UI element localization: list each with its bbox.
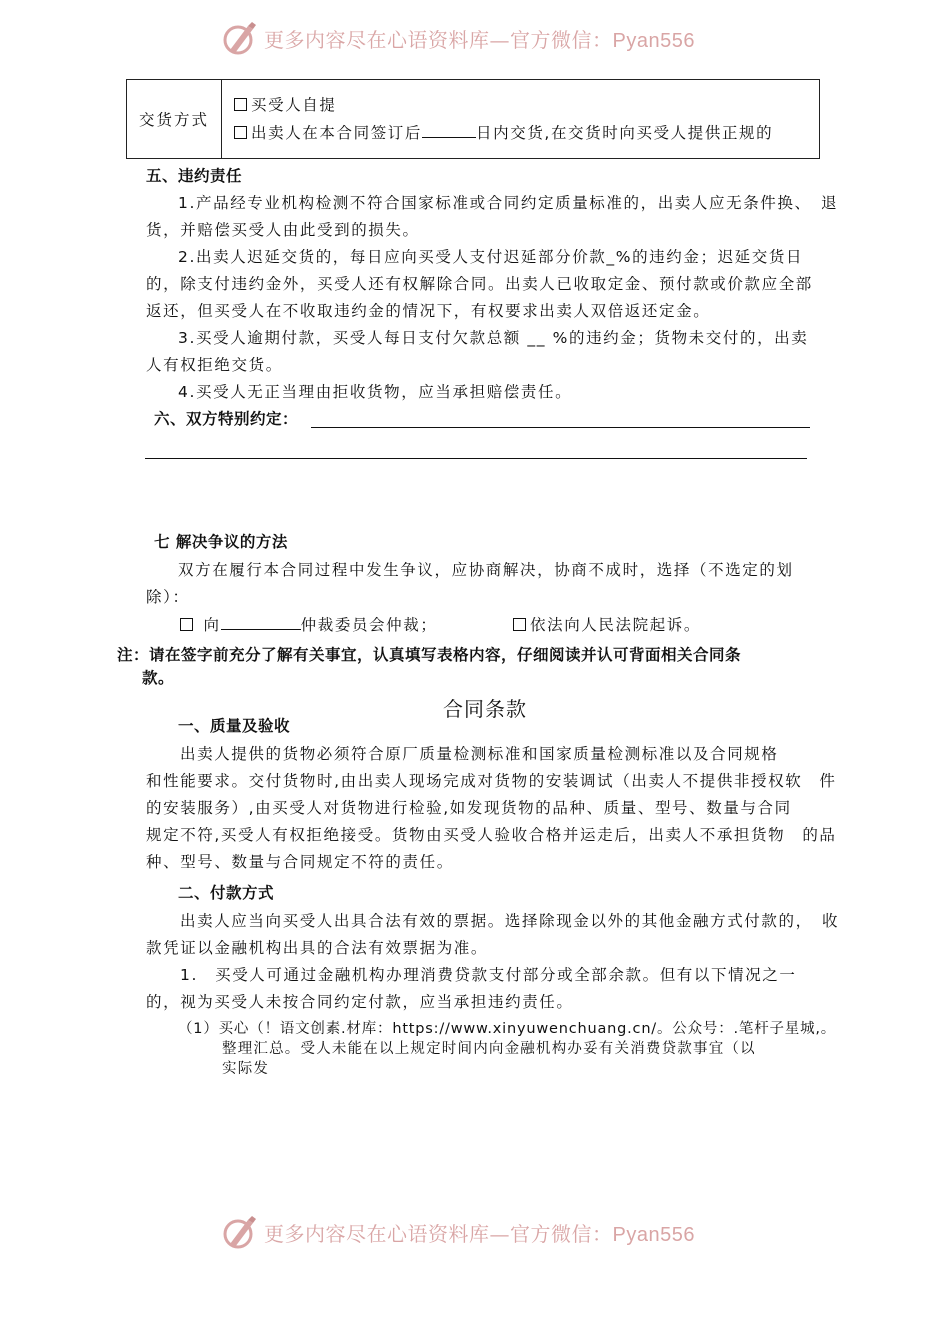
quality-line: 出卖人提供的货物必须符合原厂质量检测标准和国家质量检测标准以及合同规格 — [180, 745, 779, 763]
s5-line: 2.出卖人迟延交货的，每日应向买受人支付迟延部分价款_%的违约金；迟延交货日 — [178, 248, 804, 266]
payment-line: 款凭证以金融机构出具的合法有效票据为准。 — [146, 939, 489, 957]
note-line: 款。 — [142, 669, 175, 687]
s5-line: 3.买受人逾期付款，买受人每日支付欠款总额 __ %的违约金；货物未交付的，出卖 — [178, 329, 809, 347]
payment-line: 的，视为买受人未按合同约定付款，应当承担违约责任。 — [146, 993, 574, 1011]
blank-days[interactable] — [422, 123, 476, 138]
checkbox-icon[interactable] — [234, 98, 247, 111]
payment-line: （1）买心（！语文创素.材库：https://www.xinyuwenchuang.cn/。公众号：.笔杆子星城,。 — [178, 1021, 837, 1037]
blank-arbitration[interactable] — [221, 615, 301, 630]
watermark-header — [222, 18, 695, 58]
section-6-title: 六、双方特别约定： — [154, 410, 299, 428]
watermark-wechat-id: Pyan556 — [612, 1223, 695, 1246]
section-5-title: 五、违约责任 — [146, 167, 243, 185]
s7-line: 除）： — [146, 588, 190, 606]
pen-logo-icon — [222, 20, 258, 56]
payment-line: 1. 买受人可通过金融机构办理消费贷款支付部分或全部余款。但有以下情况之一 — [180, 966, 797, 984]
payment-line: 实际发 — [222, 1061, 270, 1077]
section-7-title: 七 解决争议的方法 — [154, 533, 288, 551]
watermark-text: 更多内容尽在心语资料库—官方微信： — [264, 1221, 613, 1246]
quality-line: 种、型号、数量与合同规定不符的责任。 — [146, 853, 454, 871]
pen-logo-icon — [222, 1214, 258, 1250]
special-terms-line[interactable] — [311, 427, 810, 428]
s5-line: 1.产品经专业机构检测不符合国家标准或合同约定质量标准的，出卖人应无条件换、 退 — [178, 194, 839, 212]
watermark-wechat-id: Pyan556 — [612, 29, 695, 52]
delivery-option-seller: 出卖人在本合同签订后 日内交货,在交货时向买受人提供正规的 — [234, 119, 819, 147]
quality-line: 的安装服务）,由买受人对货物进行检验,如发现货物的品种、质量、型号、数量与合同 — [146, 799, 792, 817]
payment-line: 出卖人应当向买受人出具合法有效的票据。选择除现金以外的其他金融方式付款的， 收 — [180, 912, 840, 930]
quality-line: 和性能要求。交付货物时,由出卖人现场完成对货物的安装调试（出卖人不提供非授权软 件 — [146, 772, 837, 790]
s5-line: 4.买受人无正当理由拒收货物，应当承担赔偿责任。 — [178, 383, 573, 401]
quality-title: 一、质量及验收 — [178, 717, 291, 735]
s7-option-court: 依法向人民法院起诉。 — [513, 615, 701, 635]
checkbox-icon[interactable] — [513, 618, 526, 631]
note-line: 注：请在签字前充分了解有关事宜，认真填写表格内容，仔细阅读并认可背面相关合同条 — [117, 646, 742, 664]
quality-line: 规定不符,买受人有权拒绝接受。货物由买受人验收合格并运走后，出卖人不承担货物 的品 — [146, 826, 837, 844]
delivery-table — [126, 79, 820, 159]
delivery-options — [222, 80, 820, 159]
s7-line: 双方在履行本合同过程中发生争议，应协商解决，协商不成时，选择（不选定的划 — [178, 561, 794, 579]
s5-line: 人有权拒绝交货。 — [146, 356, 283, 374]
payment-line: 整理汇总。受人未能在以上规定时间内向金融机构办妥有关消费贷款事宜（以 — [222, 1041, 756, 1057]
payment-title: 二、付款方式 — [178, 884, 275, 902]
delivery-option-self-pickup: 买受人自提 — [234, 91, 819, 119]
checkbox-icon[interactable] — [180, 618, 193, 631]
terms-title: 合同条款 — [443, 697, 527, 721]
s5-line: 的，除支付违约金外，买受人还有权解除合同。出卖人已收取定金、预付款或价款应全部 — [146, 275, 813, 293]
s5-line: 货，并赔偿买受人由此受到的损失。 — [146, 221, 420, 239]
watermark-footer — [222, 1212, 695, 1252]
s5-line: 返还，但买受人在不收取违约金的情况下，有权要求出卖人双倍返还定金。 — [146, 302, 711, 320]
special-terms-line[interactable] — [145, 458, 807, 459]
s7-option-arbitration: 向 仲裁委员会仲裁； — [180, 615, 437, 635]
delivery-label: 交货方式 — [127, 80, 222, 159]
checkbox-icon[interactable] — [234, 126, 247, 139]
watermark-text: 更多内容尽在心语资料库—官方微信： — [264, 27, 613, 52]
